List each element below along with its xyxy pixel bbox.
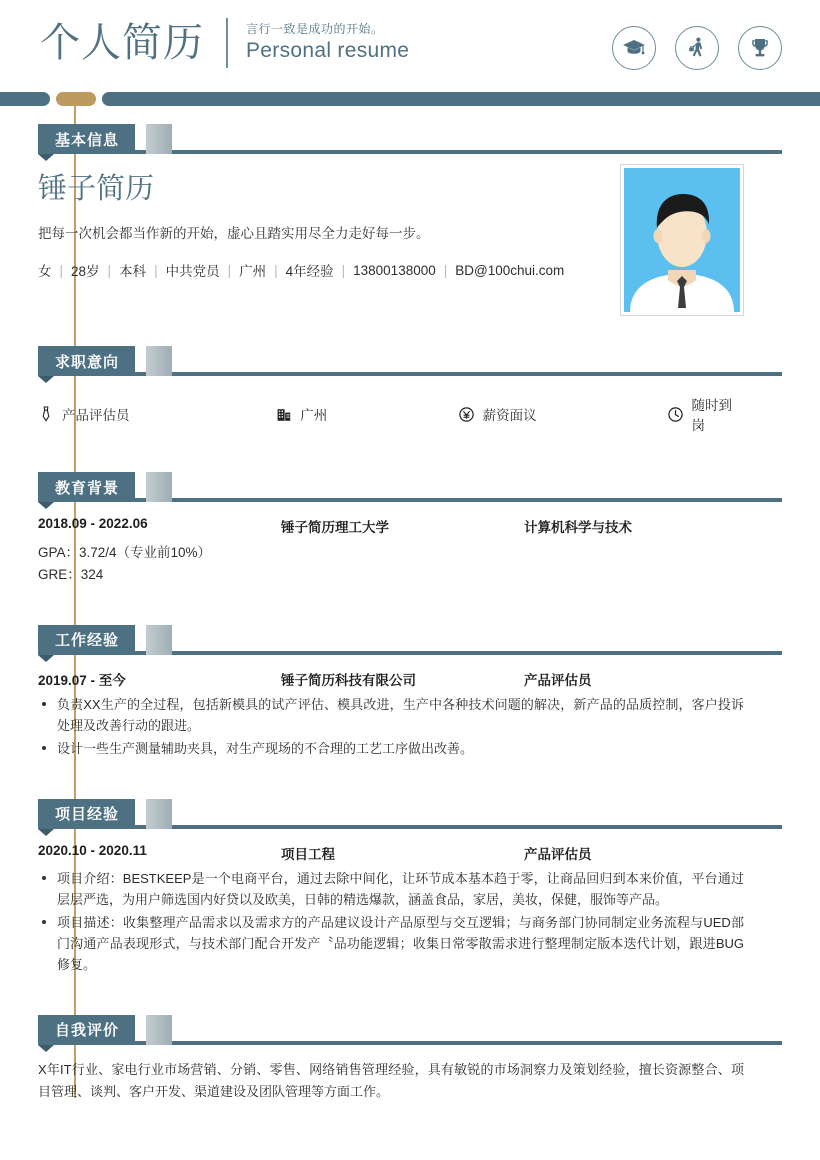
education-entry-header xyxy=(38,512,744,536)
title-divider xyxy=(226,18,228,68)
section-body-basic-info xyxy=(38,154,744,316)
section-work-experience xyxy=(0,625,820,759)
necktie-icon xyxy=(38,406,54,422)
section-header-education xyxy=(38,472,782,502)
ribbon-tab xyxy=(146,625,172,655)
intent-availability xyxy=(668,394,744,434)
intent-position xyxy=(38,394,276,434)
education-school: 锤子简历理工大学 xyxy=(281,520,389,535)
education-gre: GRE：324 xyxy=(38,567,104,583)
resume-content xyxy=(0,104,820,1103)
work-company: 锤子简历科技有限公司 xyxy=(281,672,416,688)
page-header xyxy=(0,0,820,85)
ribbon-tab xyxy=(146,124,172,154)
section-title-self-evaluation: 自我评价 xyxy=(38,1015,135,1045)
intent-location xyxy=(276,394,458,434)
building-icon xyxy=(276,406,292,422)
ribbon-notch xyxy=(38,502,54,509)
avatar xyxy=(620,164,744,316)
ribbon-notch xyxy=(38,154,54,161)
meta-political-status: 中共党员 xyxy=(165,264,220,280)
self-evaluation-text: X年IT行业、家电行业市场营销、分销、零售、网络销售管理经验，具有敏锐的市场洞察力及策划经验，擅长资源整合、项目管理、谈判、客户开发、渠道建设及团队管理等方面工作。 xyxy=(38,1061,744,1099)
ribbon-tab xyxy=(146,346,172,376)
section-body-job-intention xyxy=(38,376,744,434)
section-header-basic-info xyxy=(38,124,782,154)
meta-separator: | xyxy=(227,262,232,278)
section-project-experience xyxy=(0,799,820,975)
ribbon-notch xyxy=(38,655,54,662)
section-header-work-experience xyxy=(38,625,782,655)
graduation-cap-icon xyxy=(612,26,656,70)
work-date: 2019.07 - 至今 xyxy=(38,672,126,688)
intent-availability-text: 随时到岗 xyxy=(691,398,733,433)
intent-location-text: 广州 xyxy=(300,408,328,423)
intent-salary xyxy=(459,394,668,434)
title-block xyxy=(40,12,409,74)
meta-degree: 本科 xyxy=(119,264,147,280)
meta-phone: 13800138000 xyxy=(353,262,436,278)
education-date: 2018.09 - 2022.06 xyxy=(38,516,148,531)
page-title: 个人简历 xyxy=(40,20,204,65)
section-title-work-experience: 工作经验 xyxy=(38,625,135,655)
yen-circle-icon xyxy=(459,406,475,422)
section-header-project-experience xyxy=(38,799,782,829)
ribbon-tab xyxy=(146,1015,172,1045)
work-entry-header xyxy=(38,665,744,689)
list-item: 负责XX生产的全过程，包括新模具的试产评估、模具改进，生产中各种技术问题的解决，新产品的品质控制，客户投诉处理及改善行动的跟进。 xyxy=(38,694,744,736)
meta-city: 广州 xyxy=(239,264,267,280)
work-role: 产品评估员 xyxy=(524,672,592,688)
meta-gender: 女 xyxy=(38,264,52,280)
person-name: 锤子简历 xyxy=(38,173,155,205)
project-date: 2020.10 - 2020.11 xyxy=(38,842,147,858)
list-item: 项目描述：收集整理产品需求以及需求方的产品建议设计产品原型与交互逻辑；与商务部门协同制定业务流程与UED部门沟通产品表现形式，与技术部门配合开发产〝品功能逻辑；收集日常零散需求进行整理制定版本迭代计划，跟进BUG修复。 xyxy=(38,912,744,975)
section-basic-info xyxy=(0,124,820,316)
work-bullet-list xyxy=(38,689,744,759)
section-header-job-intention xyxy=(38,346,782,376)
header-icon-group xyxy=(612,26,782,70)
list-item: 项目介绍：BESTKEEP是一个电商平台，通过去除中间化，让环节成本基本趋于零，让商品回归到本来价值，平台通过层层严选，为用户筛选国内好贷以及欧美，日韩的精选爆款，涵盖食品，家居，美妆，保健，服饰等产品。 xyxy=(38,868,744,910)
meta-separator: | xyxy=(274,262,278,278)
person-tagline: 把每一次机会都当作新的开始，虚心且踏实用尽全力走好每一步。 xyxy=(38,225,430,241)
person-meta-line xyxy=(38,260,564,280)
education-details xyxy=(38,536,744,587)
project-bullet-list xyxy=(38,863,744,975)
section-self-evaluation xyxy=(0,1015,820,1103)
section-title-education: 教育背景 xyxy=(38,472,135,502)
business-walker-icon xyxy=(675,26,719,70)
meta-separator: | xyxy=(341,262,346,278)
section-body-self-evaluation xyxy=(38,1045,744,1103)
section-body-project-experience xyxy=(38,829,744,975)
ribbon-notch xyxy=(38,1045,54,1052)
ribbon-notch xyxy=(38,829,54,836)
section-education xyxy=(0,472,820,587)
project-entry-header xyxy=(38,839,744,863)
meta-email: BD@100chui.com xyxy=(455,262,565,278)
education-major: 计算机科学与技术 xyxy=(524,520,632,535)
section-job-intention xyxy=(0,346,820,434)
section-body-work-experience xyxy=(38,655,744,759)
project-name: 项目工程 xyxy=(281,846,335,862)
ribbon-notch xyxy=(38,376,54,383)
meta-age: 28岁 xyxy=(71,264,100,280)
section-body-education xyxy=(38,502,744,587)
meta-experience: 4年经验 xyxy=(285,264,334,280)
subtitle-chinese: 言行一致是成功的开始。 xyxy=(246,22,384,37)
meta-separator: | xyxy=(443,262,448,278)
section-header-self-evaluation xyxy=(38,1015,782,1045)
project-role: 产品评估员 xyxy=(524,846,592,862)
section-title-project-experience: 项目经验 xyxy=(38,799,135,829)
list-item: 设计一些生产测量辅助夹具，对生产现场的不合理的工艺工序做出改善。 xyxy=(38,738,744,759)
clock-icon xyxy=(668,406,684,422)
subtitle-block xyxy=(246,20,409,64)
section-title-job-intention: 求职意向 xyxy=(38,346,135,376)
intent-salary-text: 薪资面议 xyxy=(482,408,537,423)
meta-separator: | xyxy=(154,262,158,278)
section-title-basic-info: 基本信息 xyxy=(38,124,135,154)
meta-separator: | xyxy=(107,262,112,278)
ribbon-tab xyxy=(146,472,172,502)
trophy-icon xyxy=(738,26,782,70)
subtitle-english: Personal resume xyxy=(246,39,410,63)
education-gpa: GPA：3.72/4（专业前10%） xyxy=(38,545,212,560)
intent-position-text: 产品评估员 xyxy=(62,408,130,423)
meta-separator: | xyxy=(59,262,64,278)
ribbon-tab xyxy=(146,799,172,829)
